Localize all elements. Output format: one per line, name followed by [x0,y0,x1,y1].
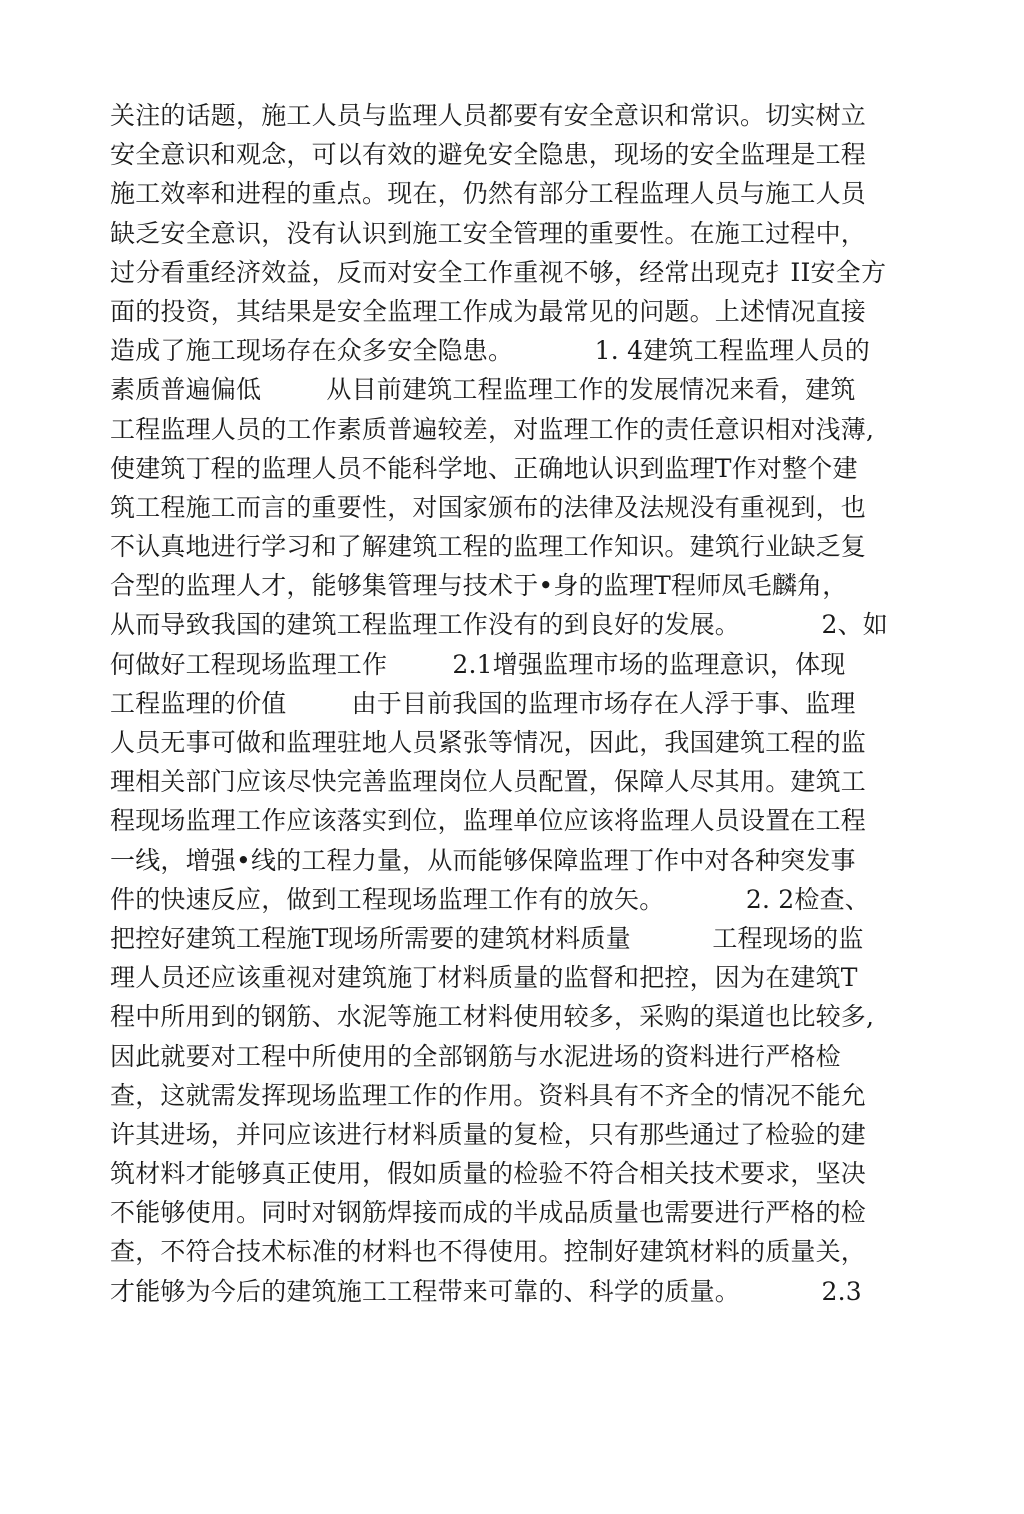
text-line: 一线，增强•线的工程力量，从而能够保障监理丁作中对各种突发事 [110,845,856,875]
text-line: 查，这就需发挥现场监理工作的作用。资料具有不齐全的情况不能允 [110,1080,867,1110]
text-line: 许其进场，并冋应该进行材料质量的复检，只有那些通过了检验的建 [110,1119,867,1149]
text-line: 程中所用到的钢筋、水泥等施工材料使用较多，采购的渠道也比较多, [110,1002,875,1032]
text-line: 不认真地进行学习和了解建筑工程的监理工作知识。建筑行业缺乏复 [110,532,867,562]
text-line: 使建筑丁程的监理人员不能科学地、正确地认识到监理T作对整个建 [110,453,858,483]
text-line: 不能够使用。同时对钢筋焊接而成的半成品质量也需要进行严格的检 [110,1198,867,1228]
text-line: 人员无事可做和监理驻地人员紧张等情况，因此，我国建筑工程的监 [110,728,867,757]
text-line: 安全意识和观念，可以有效的避免安全隐患，现场的安全监理是工程 [110,140,867,170]
text-line: 面的投资，其结果是安全监理工作成为最常见的问题。上述情况直接 [110,296,867,326]
text-line: 件的快速反应，做到工程现场监理工作有的放矢。 2. 2检查、 [110,884,870,914]
text-line: 造成了施工现场存在众多安全隐患。 1. 4建筑工程监理人员的 [110,336,870,366]
text-line: 筑工程施工而言的重要性，对国家颁布的法律及法规没有重视到，也 [110,492,867,522]
text-line: 施工效率和进程的重点。现在，仍然有部分工程监理人员与施工人员 [110,179,867,209]
text-line: 查，不符合技术标准的材料也不得使用。控制好建筑材料的质量关， [110,1237,867,1267]
text-line: 缺乏安全意识，没有认识到施工安全管理的重要性。在施工过程中， [110,218,867,248]
text-line: 过分看重经济效益，反而对安全工作重视不够，经常出现克扌II安全方 [110,257,887,287]
text-line: 素质普遍偏低 从目前建筑工程监理工作的发展情况来看，建筑 [110,375,856,405]
text-line: 合型的监理人才，能够集管理与技术于•身的监理T程师凤毛麟角， [110,571,848,601]
text-line: 理人员还应该重视对建筑施丁材料质量的监督和把控，因为在建筑T [110,963,858,993]
text-line: 才能够为今后的建筑施工工程带来可靠的、科学的质量。 2.3 [110,1276,862,1306]
text-line: 工程监理的价值 由于目前我国的监理市场存在人浮于事、监理 [110,688,856,718]
text-line: 把控好建筑工程施T现场所需要的建筑材料质量 工程现场的监 [110,923,864,953]
text-line: 工程监理人员的工作素质普遍较差，对监理工作的责任意识相对浅薄, [110,414,875,444]
text-line: 从而导致我国的建筑工程监理工作没有的到良好的发展。 2、如 [110,610,888,640]
body-text [110,96,930,1311]
text-line: 何做好工程现场监理工作 2.1增强监理市场的监理意识，体现 [110,649,846,679]
text-line: 程现场监理工作应该落实到位，监理单位应该将监理人员设置在工程 [110,806,867,836]
text-line: 筑材料才能够真正使用，假如质量的检验不符合相关技术要求，坚决 [110,1159,867,1189]
text-line: 关注的话题，施工人员与监理人员都要有安全意识和常识。切实树立 [110,101,867,130]
text-line: 因此就要对工程中所使用的全部钢筋与水泥进场的资料进行严格检 [110,1041,841,1071]
text-line: 理相关部门应该尽快完善监理岗位人员配置，保障人尽其用。建筑工 [110,767,867,797]
